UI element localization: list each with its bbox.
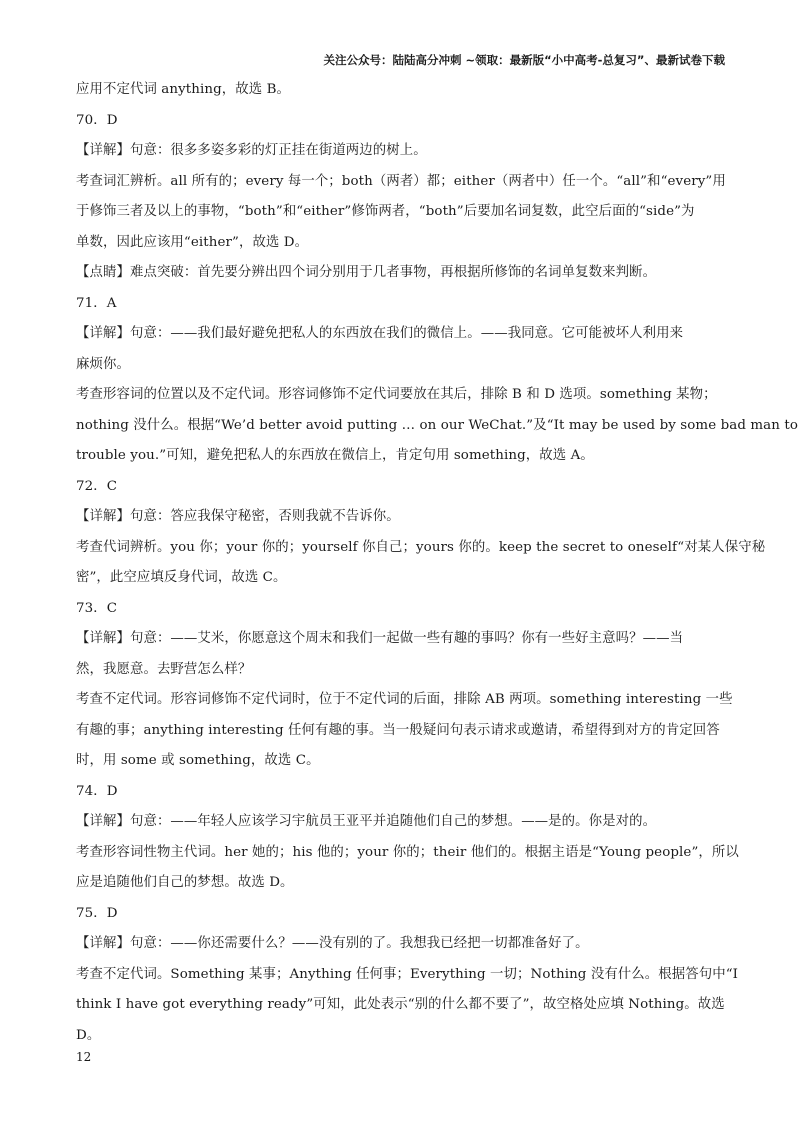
- text-line: 单数，因此应该用“either”，故选 D。: [76, 234, 309, 250]
- text-line: 考查形容词的位置以及不定代词。形容词修饰不定代词要放在其后，排除 B 和 D 选项。something 某物；: [76, 387, 717, 402]
- document-body: [76, 75, 798, 1051]
- text-line: 有趣的事；anything interesting 任何有趣的事。当一般疑问句表示请求或邀请，希望得到对方的肯定回答: [76, 722, 720, 738]
- text-line: 应是追随他们自己的梦想。故选 D。: [76, 875, 294, 890]
- text-line: D。: [76, 1027, 101, 1043]
- question-number: 72．C: [76, 478, 118, 494]
- question-number: 75．D: [76, 905, 118, 921]
- text-line: 【点睛】难点突破：首先要分辨出四个词分别用于几者事物，再根据所修饰的名词单复数来判断。: [76, 265, 657, 280]
- text-line: 【详解】句意：——我们最好避免把私人的东西放在我们的微信上。——我同意。它可能被坏人利用来: [76, 326, 684, 341]
- question-number: 71．A: [76, 295, 117, 311]
- text-line: 【详解】句意：——艾米，你愿意这个周末和我们一起做一些有趣的事吗？你有一些好主意吗？——当: [76, 631, 684, 646]
- text-line: 时，用 some 或 something，故选 C。: [76, 753, 320, 768]
- page-header: 关注公众号：陆陆高分冲刺 ~领取：最新版“小中高考-总复习”、最新试卷下载: [323, 53, 725, 67]
- text-line: 【详解】句意：很多多姿多彩的灯正挂在街道两边的树上。: [76, 143, 427, 158]
- text-line: think I have got everything ready”可知，此处表示“别的什么都不要了”，故空格处应填 Nothing。故选: [76, 997, 725, 1012]
- text-line: 于修饰三者及以上的事物，“both”和“either”修饰两者，“both”后要加名词复数，此空后面的“side”为: [76, 204, 695, 219]
- text-line: nothing 没什么。根据“We’d better avoid putting … on our WeChat.”及“It may be used by some bad man to: [76, 417, 798, 433]
- question-number: 74．D: [76, 783, 118, 799]
- text-line: 考查词汇辨析。all 所有的；every 每一个；both（两者）都；either（两者中）任一个。“all”和“every”用: [76, 173, 726, 189]
- text-line: 【详解】句意：答应我保守秘密，否则我就不告诉你。: [76, 509, 400, 524]
- question-number: 73．C: [76, 600, 118, 616]
- text-line: 考查不定代词。Something 某事；Anything 任何事；Everything 一切；Nothing 没有什么。根据答句中“I: [76, 966, 739, 982]
- page-number: 12: [76, 1050, 92, 1064]
- text-line: 考查不定代词。形容词修饰不定代词时，位于不定代词的后面，排除 AB 两项。something interesting 一些: [76, 692, 733, 707]
- text-line: 密”，此空应填反身代词，故选 C。: [76, 570, 287, 585]
- text-line: 麻烦你。: [76, 356, 130, 372]
- question-number: 70．D: [76, 112, 118, 128]
- text-line: 然，我愿意。去野营怎么样？: [76, 661, 252, 677]
- text-line: 应用不定代词 anything，故选 B。: [76, 82, 291, 97]
- text-line: 考查形容词性物主代词。her 她的；his 他的；your 你的；their 他们的。根据主语是“Young people”，所以: [76, 844, 739, 860]
- text-line: 考查代词辨析。you 你；your 你的；yourself 你自己；yours 你的。keep the secret to oneself“对某人保守秘: [76, 539, 766, 555]
- text-line: 【详解】句意：——年轻人应该学习宇航员王亚平并追随他们自己的梦想。——是的。你是对的。: [76, 814, 657, 829]
- text-line: 【详解】句意：——你还需要什么？——没有别的了。我想我已经把一切都准备好了。: [76, 936, 589, 951]
- text-line: trouble you.”可知，避免把私人的东西放在微信上，肯定句用 something，故选 A。: [76, 448, 594, 463]
